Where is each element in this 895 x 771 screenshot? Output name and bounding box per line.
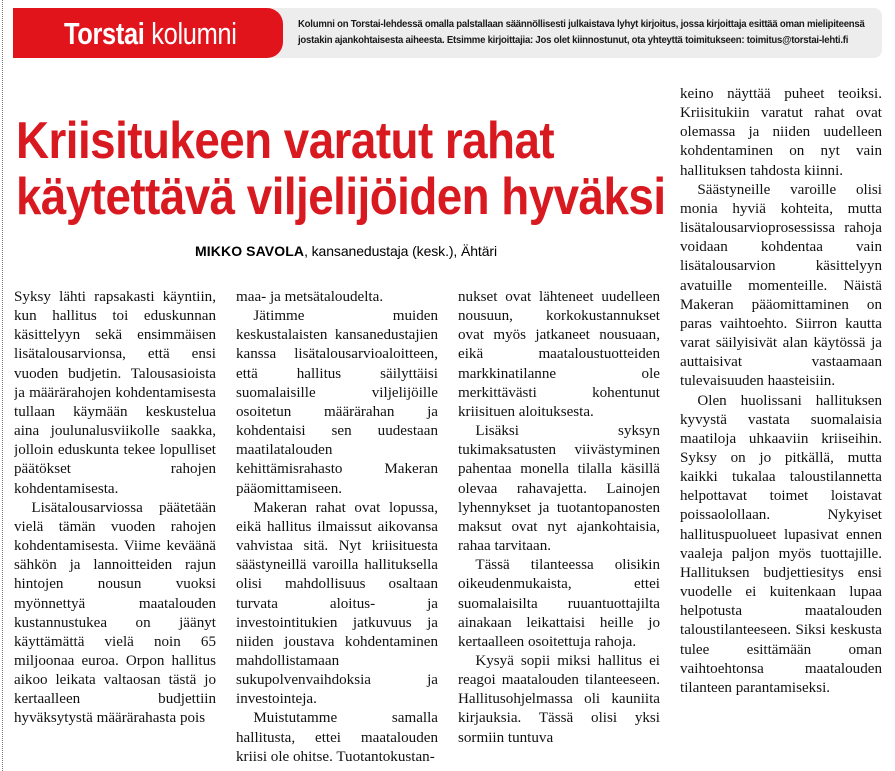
masthead-banner: [13, 8, 882, 58]
headline-line-2: käytettävä viljelijöiden hyväksi: [16, 167, 666, 226]
body-column-4: [680, 85, 882, 766]
crop-guide-line: [2, 0, 3, 771]
byline-author-role: , kansanedustaja (kesk.), Ähtäri: [304, 243, 497, 259]
masthead-description-line-2: jostakin ajankohtaisesta aiheesta. Etsimme kirjoittajia: Jos olet kiinnostunut, ota yhteyttä toimitukseen: toimitus@torstai-lehti.fi: [298, 34, 849, 46]
paragraph: Muistutamme samalla hallitusta, ettei maatalouden kriisi ole ohitse. Tuotantokustan-: [236, 710, 438, 765]
headline-line-1: Kriisitukeen varatut rahat: [16, 111, 555, 170]
article-byline: [16, 243, 676, 259]
paragraph: Tässä tilanteessa olisikin oikeudenmukaista, ettei suomalaisilta ruuantuottajilta ainakaan leikattaisi heille jo kertaalleen osoitettuja rahoja.: [458, 557, 660, 650]
logo-word-bold: Torstai: [63, 15, 145, 51]
paragraph: Lisäksi syksyn tukimaksatusten viivästyminen pahentaa monella tilalla käsillä olevaa rahavajetta. Lainojen lyhennykset ja tuotantopanosten maksut ovat nyt ajankohtaisia, rahaa tarvitaan.: [458, 423, 660, 555]
masthead-description: [298, 17, 865, 48]
masthead-description-line-1: Kolumni on Torstai-lehdessä omalla palstallaan säännöllisesti julkaistava lyhyt kirjoitus, jossa kirjoittaja esittää oman mielipiteensä: [298, 19, 865, 30]
paragraph: Säästyneille varoille olisi monia hyviä kohteita, mutta lisätalousarvioprosessissa rahoja voidaan kohdentaa vain lisätalousarvion käsittelyyn avatuille momenteille. Näistä Makeran pääomittaminen on paras vaihtoehto. Siirron kautta varat säilyisivät alan käytössä ja auttaisivat vastaamaan tulevaisuuden haasteisiin.: [680, 181, 882, 390]
paragraph: Lisätalousarviossa päätetään vielä tämän vuoden rahojen kohdentamisesta. Viime keväänä sähkön ja lannoitteiden rajun hintojen nousun vuoksi myönnettyä maatalouden kustannustukea on jäänyt käyttämättä vielä noin 65 miljoonaa euroa. Orpon hallitus aikoo leikata valtaosan tästä jo kertaalleen budjettiin hyväksytystä määrärahasta pois: [14, 499, 216, 727]
paragraph: Olen huolissani hallituksen kyvystä vastata suomalaisia maatiloja uhkaaviin kriiseihin. Syksy on jo pitkällä, mutta kaikki tukalaa taloustilannetta helpottavat toimet loistavat poissaolollaan. Nykyiset hallituspuolueet lupasivat ennen vaaleja paljon myös tuottajille. Hallituksen budjettiesitys ensi vuodelle ei kuitenkaan lupaa helpotusta maatalouden taloustilanteeseen. Siksi keskusta tulee esittämään oman vaihtoehtonsa maatalouden tilanteen parantamiseksi.: [680, 392, 882, 696]
logo-word-light: kolumni: [150, 15, 237, 51]
article-headline: [16, 113, 676, 225]
paragraph: keino näyttää puheet teoiksi. Kriisitukiin varatut rahat ovat olemassa ja niiden uudelleen kohdentaminen on nyt vain hallituksen tahdosta kiinni.: [680, 86, 882, 179]
body-column-1: [14, 288, 216, 766]
paragraph: Makeran rahat ovat lopussa, eikä hallitus ilmaissut aikovansa vahvistaa sitä. Nyt kriisituesta säästyneillä varoilla hallituksella olisi mahdollisuus osaltaan turvata aloitus- ja investointitukien jatkuvuus ja niiden joustava kohdentaminen mahdollistamaan sukupolvenvaihdoksia ja investointeja.: [236, 499, 438, 708]
paragraph: Syksy lähti rapsakasti käyntiin, kun hallitus toi eduskunnan käsittelyyn sekä ensimmäisen lisätalousarvionsa, että ensi vuoden budjetin. Talousasioista ja määrärahojen kohdentamisesta tullaan käymään keskustelua aina joulunalusviikolle saakka, jolloin eduskunta tekee lopulliset päätökset rahojen kohdentamisesta.: [14, 289, 216, 497]
publication-logo: [63, 15, 237, 51]
paragraph: nukset ovat lähteneet uudelleen nousuun, korkokustannukset ovat myös jatkaneet nousuaan, eikä maataloustuotteiden markkinatilanne ole merkittävästi kohentunut kriisituen aloituksesta.: [458, 289, 660, 420]
body-column-3: [458, 288, 660, 766]
paragraph: Jätimme muiden keskustalaisten kansanedustajien kanssa lisätalousarvioaloitteen, että hallitus säilyttäisi suomalaisille viljelijöille osoitetun määrärahan ja kohdentaisi sen uudestaan maatilatalouden kehittämisrahasto Makeran pääomittamiseen.: [236, 308, 438, 497]
byline-author-name: MIKKO SAVOLA: [195, 243, 305, 259]
body-column-2: [236, 288, 438, 766]
masthead-logo-block: [13, 8, 283, 58]
paragraph: Kysyä sopii miksi hallitus ei reagoi maatalouden tilanteeseen. Hallitusohjelmassa oli kauniita kirjauksia. Tässä olisi yksi sormiin tuntuva: [458, 652, 660, 746]
paragraph: maa- ja metsätaloudelta.: [236, 289, 384, 305]
